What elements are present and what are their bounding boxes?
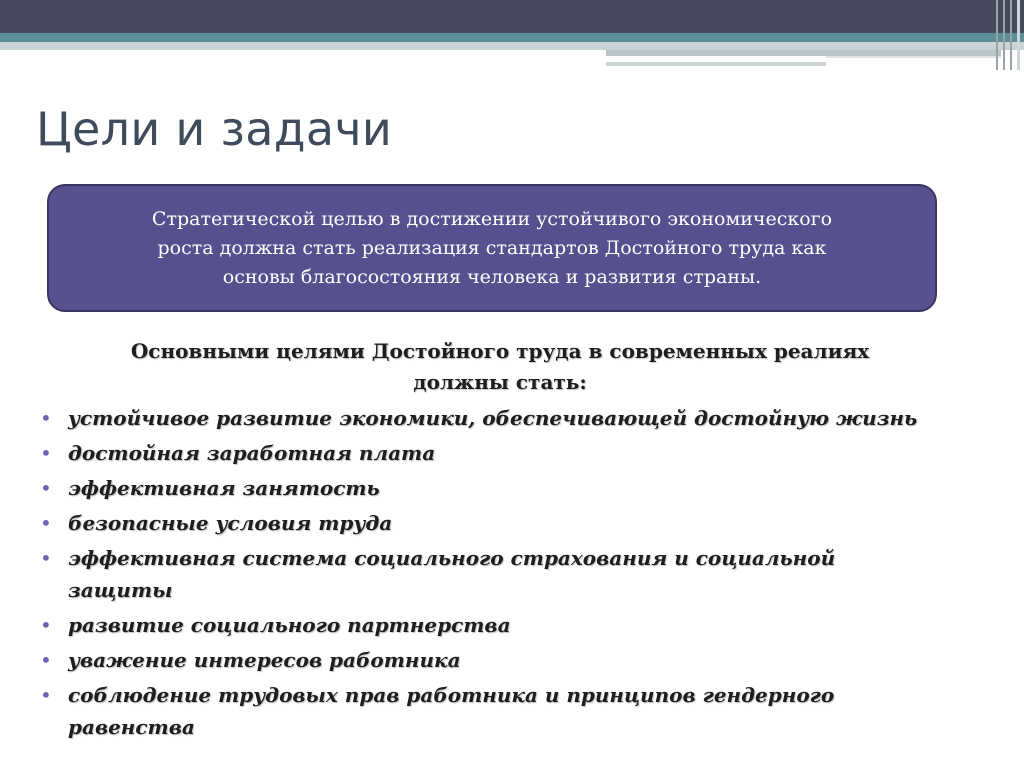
goal-item-line: достойная заработная плата — [68, 441, 436, 465]
goal-item — [36, 437, 976, 469]
header-vertical-bar — [996, 0, 998, 70]
strategic-goal-text — [152, 205, 832, 292]
strategic-goal-box — [47, 184, 937, 312]
header-accent-stripe — [826, 56, 1001, 58]
bullet-icon: • — [40, 683, 52, 707]
strategic-goal-line: основы благосостояния человека и развития страны. — [222, 265, 762, 288]
bullet-icon: • — [40, 511, 52, 535]
bullet-icon: • — [40, 613, 52, 637]
goal-item-line: защиты — [68, 578, 173, 602]
header-band — [0, 0, 1024, 33]
goal-item-line: эффективная занятость — [68, 476, 380, 500]
goal-item-line: безопасные условия труда — [68, 511, 393, 535]
header-vertical-bar — [1017, 0, 1020, 70]
goal-item-line: соблюдение трудовых прав работника и принципов гендерного — [68, 683, 835, 707]
goal-item-line: устойчивое развитие экономики, обеспечивающей достойную жизнь — [68, 406, 918, 430]
bullet-icon: • — [40, 476, 52, 500]
header-teal-stripe — [0, 33, 1024, 42]
slide-title: Цели и задачи — [36, 102, 393, 156]
goal-item — [36, 472, 976, 504]
goal-item — [36, 644, 976, 676]
goals-intro-heading — [40, 336, 960, 398]
bullet-icon: • — [40, 441, 52, 465]
header-vertical-bar — [1010, 0, 1012, 70]
goals-list — [36, 402, 976, 746]
goal-item — [36, 609, 976, 641]
goal-item-line: уважение интересов работника — [68, 648, 461, 672]
goal-item — [36, 402, 976, 434]
goal-item — [36, 507, 976, 539]
strategic-goal-line: Стратегической целью в достижении устойчивого экономического — [151, 207, 833, 230]
goal-item-line: развитие социального партнерства — [68, 613, 511, 637]
intro-line: должны стать: — [413, 370, 587, 394]
goal-item — [36, 542, 976, 606]
goal-item — [36, 679, 976, 743]
bullet-icon: • — [40, 648, 52, 672]
header-vertical-bar — [1003, 0, 1005, 70]
intro-line: Основными целями Достойного труда в современных реалиях — [130, 339, 870, 363]
bullet-icon: • — [40, 546, 52, 570]
bullet-icon: • — [40, 406, 52, 430]
goal-item-line: равенства — [68, 715, 195, 739]
header-accent-stripe — [606, 62, 826, 66]
strategic-goal-line: роста должна стать реализация стандартов Достойного труда как — [157, 236, 827, 259]
header-grey-stripe — [0, 42, 1024, 50]
goal-item-line: эффективная система социального страхования и социальной — [68, 546, 836, 570]
